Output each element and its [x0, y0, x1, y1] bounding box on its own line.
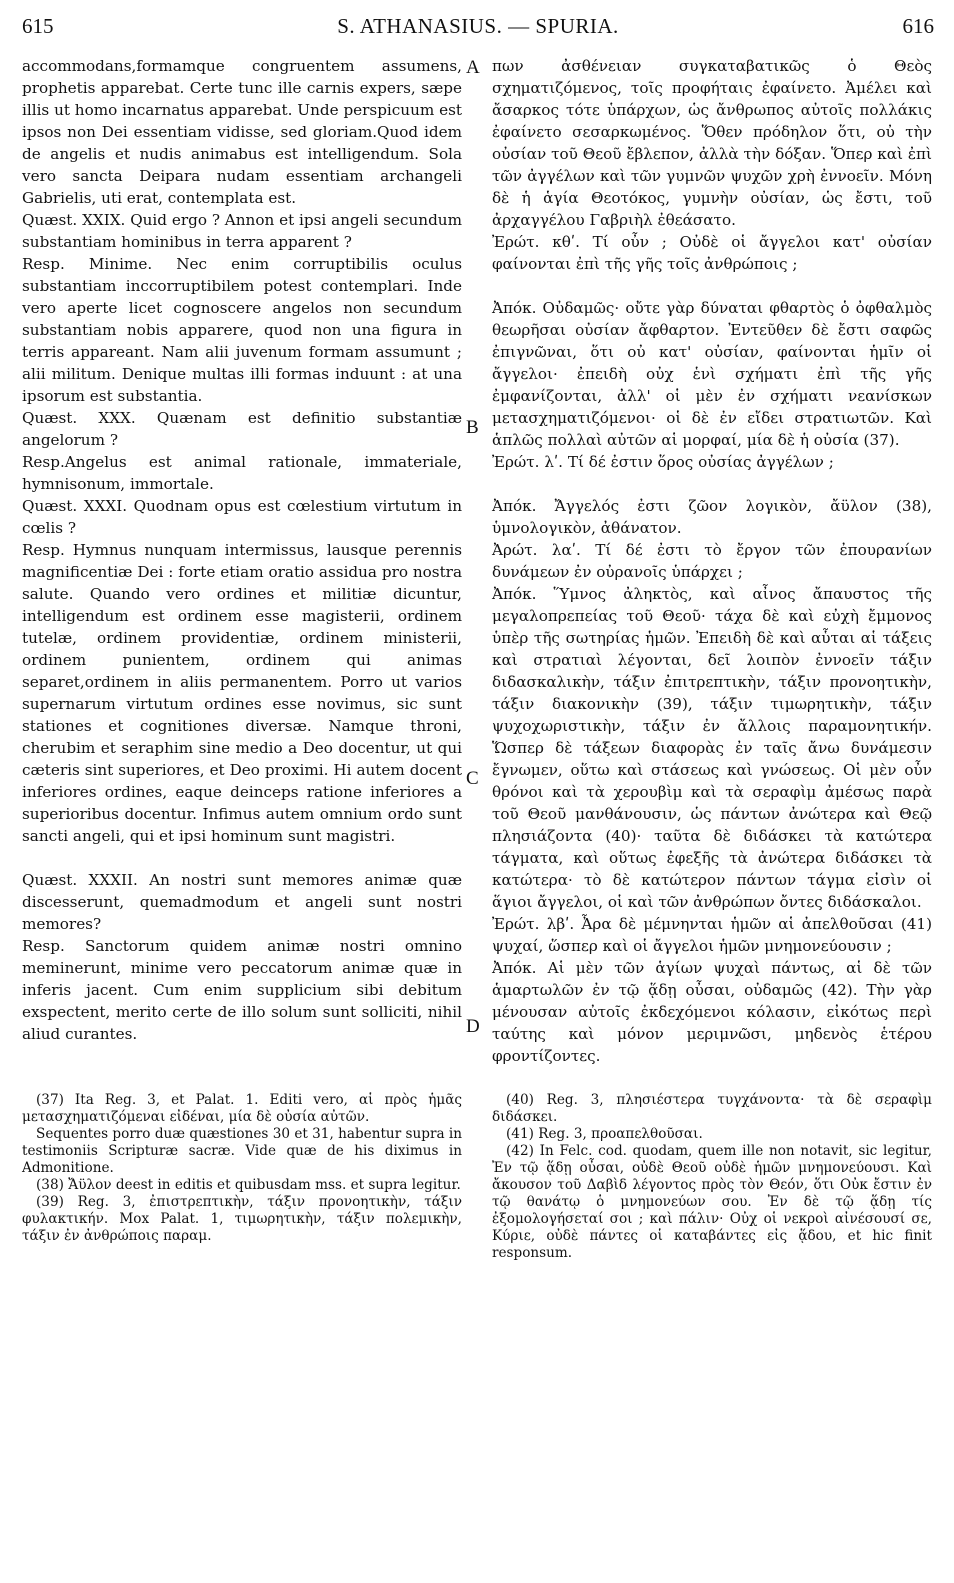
latin-answer: Resp. Sanctorum quidem animæ nostri omnino meminerunt, minime vero peccatorum animæ quæ in inferis jacent. Cum enim supplicium sibi debitum exspectent, merito certe de illo solum sunt solliciti, nihil aliud curantes. — [22, 937, 462, 1043]
margin-letter-a: A — [466, 57, 480, 78]
greek-paragraph: πων ἀσθένειαν συγκαταβατικῶς ὁ Θεὸς σχηματιζόμενος, τοῖς προφήταις ἐφαίνετο. Ἀμέλει καὶ ἄσαρκος τότε ὑπάρχων, ὡς ἄνθρωπος αὐτοῖς πολλάκις ἐφαίνετο σεσαρκωμένος. Ὅθεν πρόδηλον ὅτι, οὐ τὴν οὐσίαν τοῦ Θεοῦ ἔβλεπον, ἀλλὰ τὴν δόξαν. Ὅπερ καὶ ἐπὶ τῶν ἀγγέλων καὶ τῶν γυμνῶν ψυχῶν χρὴ ἐννοεῖν. Μόνη δὲ ἡ ἁγία Θεοτόκος, γυμνὴν οὐσίαν, ὡς ἔστι, τοῦ ἀρχαγγέλου Γαβριὴλ ἐθεάσατο. — [492, 57, 932, 229]
latin-question: Quæst. XXXI. Quodnam opus est cœlestium virtutum in cœlis ? — [22, 497, 462, 537]
greek-question: Ἐρώτ. κθʹ. Τί οὖν ; Οὐδὲ οἱ ἄγγελοι κατ' οὐσίαν φαίνονται ἐπὶ τῆς γῆς τοῖς ἀνθρώποις ; — [492, 233, 932, 273]
footnotes-right — [492, 1092, 932, 1262]
greek-question: Ἐρώτ. λʹ. Τί δέ ἐστιν ὅρος οὐσίας ἀγγέλων ; — [492, 453, 834, 471]
greek-answer: Ἀπόκ. Οὐδαμῶς· οὔτε γὰρ δύναται φθαρτὸς ὁ ὀφθαλμὸς θεωρῆσαι οὐσίαν ἄφθαρτον. Ἐντεῦθεν δὲ ἔστι σαφῶς ἐπιγνῶναι, ὅτι οὐ κατ' οὐσίαν, φαίνονται ἡμῖν οἱ ἄγγελοι· ἐπειδὴ οὐχ ἑνὶ σχήματι ἐπὶ τῆς γῆς ἐμφανίζονται, ἀλλ' οἱ μὲν ἐν σχήματι νεανίσκων μετασχηματιζόμενοι· οἱ δὲ ἐν εἴδει στρατιωτῶν. Καὶ ἁπλῶς πολλαὶ αὐτῶν αἱ μορφαί, μία δὲ ἡ οὐσία (37). — [492, 299, 932, 449]
footnote: (37) Ita Reg. 3, et Palat. 1. Editi vero, αἱ πρὸς ἡμᾶς μετασχηματιζόμεναι εἰδέναι, μία δὲ οὐσία αὐτῶν. — [22, 1092, 462, 1125]
page-number-left: 615 — [22, 14, 54, 38]
page-header — [22, 14, 934, 44]
greek-question: Ἀρώτ. λαʹ. Τί δέ ἐστι τὸ ἔργον τῶν ἐπουρανίων δυνάμεων ἐν οὐρανοῖς ὑπάρχει ; — [492, 541, 932, 581]
latin-question: Quæst. XXIX. Quid ergo ? Annon et ipsi angeli secundum substantiam hominibus in terra apparent ? — [22, 211, 462, 251]
margin-letter-b: B — [466, 417, 479, 438]
greek-column — [492, 55, 932, 1067]
latin-answer: Resp. Minime. Nec enim corruptibilis oculus substantiam inccorruptibilem potest contemplari. Inde vero aperte licet cognoscere angelos non secundum substantiam nobis apparere, quod non una figura in terris appareant. Nam alii juvenum formam assumunt ; alii militum. Denique multas illi formas induunt : at una ipsorum est substantia. — [22, 255, 462, 405]
page-number-right: 616 — [902, 14, 934, 38]
footnote: (42) In Felc. cod. quodam, quem ille non notavit, sic legitur, Ἐν τῷ ᾅδῃ οὖσαι, οὐδὲ Θεοῦ οὐδὲ ἡμῶν μνημονεύουσι. Καὶ ἄκουσον τοῦ Δαβὶδ λέγοντος πρὸς τὸν Θεόν, ὅτι Οὐκ ἔστιν ἐν τῷ θανάτῳ ὁ μνημονεύων σου. Ἐν δὲ τῷ ᾅδῃ τίς ἐξομολογήσεταί σοι ; καὶ πάλιν· Οὐχ οἱ νεκροὶ αἰνέσουσί σε, Κύριε, οὐδὲ πάντες οἱ καταβάντες εἰς ᾅδου, et hic finit responsum. — [492, 1143, 932, 1261]
running-title: S. ATHANASIUS. — SPURIA. — [337, 14, 619, 38]
footnote: Sequentes porro duæ quæstiones 30 et 31, habentur supra in testimoniis Scripturæ sacræ. Vide quæ de his diximus in Admonitione. — [22, 1126, 462, 1176]
margin-letter-d: D — [466, 1016, 480, 1037]
footnotes-left — [22, 1092, 462, 1245]
greek-answer: Ἀπόκ. Αἱ μὲν τῶν ἁγίων ψυχαὶ πάντως, αἱ δὲ τῶν ἁμαρτωλῶν ἐν τῷ ᾅδῃ οὖσαι, οὐδαμῶς (42). Τὴν γὰρ μένουσαν αὐτοῖς ἐκδεχόμενοι κόλασιν, εἰκότως περὶ ταύτης καὶ μόνον μεριμνῶσι, μηδενὸς ἑτέρου φροντίζοντες. — [492, 959, 932, 1065]
greek-answer: Ἀπόκ. Ὕμνος ἀληκτὸς, καὶ αἶνος ἄπαυστος τῆς μεγαλοπρεπείας τοῦ Θεοῦ· τάχα δὲ καὶ εὐχὴ ἔμμονος ὑπὲρ τῆς σωτηρίας ἡμῶν. Ἐπειδὴ δὲ καὶ αὗται αἱ τάξεις καὶ στρατιαὶ λέγονται, δεῖ λοιπὸν ἐννοεῖν τάξιν διδασκαλικὴν, τάξιν ἐπιτρεπτικὴν, τάξιν προνοητικὴν, τάξιν διακονικὴν (39), τάξιν τιμωρητικὴν, τάξιν ψυχοχωριστικὴν, τάξιν ἐν ἄλλοις παραμονητικήν. Ὥσπερ δὲ τάξεων διαφορὰς ἐν ταῖς ἄνω δυνάμεσιν ἔγνωμεν, οὕτω καὶ στάσεως καὶ γνώσεως. Οἱ μὲν οὖν θρόνοι καὶ τὰ χερουβὶμ καὶ τὰ σεραφὶμ ἀμέσως παρὰ τοῦ Θεοῦ μανθάνουσιν, ὡς πάντων ἀνώτερα καὶ Θεῷ πλησιάζοντα (40)· ταῦτα δὲ διδάσκει τὰ κατώτερα τάγματα, καὶ οὕτως ἐφεξῆς τὰ ἀνώτερα διδάσκει τὰ κατώτερα· τὸ δὲ κατώτερον πάντων τάγμα εἰσὶν οἱ ἅγιοι ἄγγελοι, οἱ καὶ τῶν ἀνθρώπων ὄντες διδάσκαλοι. — [492, 585, 932, 911]
latin-paragraph: accommodans,formamque congruentem assumens, prophetis apparebat. Certe tunc ille carnis expers, sæpe illis ut homo incarnatus apparebat. Unde perspicuum est ipsos non Dei essentiam vidisse, sed gloriam.Quod idem de angelis et nudis animabus est intelligendum. Sola vero sancta Deipara nudam essentiam archangeli Gabrielis, uti erat, contemplata est. — [22, 57, 462, 207]
latin-question: Quæst. XXX. Quænam est definitio substantiæ angelorum ? — [22, 409, 462, 449]
latin-question: Quæst. XXXII. An nostri sunt memores animæ quæ discesserunt, quemadmodum et angeli sunt nostri memores? — [22, 871, 462, 933]
latin-answer: Resp. Hymnus nunquam intermissus, lausque perennis magnificentiæ Dei : forte etiam oratio assidua pro nostra salute. Quando vero ordines et militiæ dicuntur, intelligendum est ordinem esse magisterii, ordinem tutelæ, ordinem providentiæ, ordinem ministerii, ordinem punientem, ordinem qui animas separet,ordinem in aliis permanentem. Porro ut varios supernarum virtutum ordines esse novimus, sic sunt stationes et cognitiones diversæ. Namque throni, cherubim et seraphim sine medio a Deo docentur, ut qui cæteris sint superiores, et Deo proximi. Hi autem docent inferiores ordines, eaque deinceps ratione inferiores a superioribus docentur. Infimus autem omnium ordo sunt sancti angeli, qui et ipsi hominum sunt magistri. — [22, 541, 462, 845]
footnote: (40) Reg. 3, πλησιέστερα τυγχάνοντα· τὰ δὲ σεραφὶμ διδάσκει. — [492, 1092, 932, 1125]
footnote: (39) Reg. 3, ἐπιστρεπτικὴν, τάξιν προνοητικὴν, τάξιν φυλακτικήν. Mox Palat. 1, τιμωρητικὴν, τάξιν πολεμικὴν, τάξιν ἐν ἀνθρώποις παραμ. — [22, 1194, 462, 1244]
footnote: (41) Reg. 3, προαπελθοῦσαι. — [506, 1126, 703, 1142]
footnote: (38) Ἄϋλον deest in editis et quibusdam mss. et supra legitur. — [36, 1177, 461, 1193]
latin-answer: Resp.Angelus est animal rationale, immateriale, hymnisonum, immortale. — [22, 453, 462, 493]
greek-question: Ἐρώτ. λβʹ. Ἆρα δὲ μέμνηνται ἡμῶν αἱ ἀπελθοῦσαι (41) ψυχαί, ὥσπερ καὶ οἱ ἄγγελοι ἡμῶν μνημονεύουσιν ; — [492, 915, 932, 955]
greek-answer: Ἀπόκ. Ἄγγελός ἐστι ζῶον λογικὸν, ἄϋλον (38), ὑμνολογικὸν, ἀθάνατον. — [492, 497, 932, 537]
margin-letter-c: C — [466, 768, 479, 789]
latin-column — [22, 55, 462, 1045]
